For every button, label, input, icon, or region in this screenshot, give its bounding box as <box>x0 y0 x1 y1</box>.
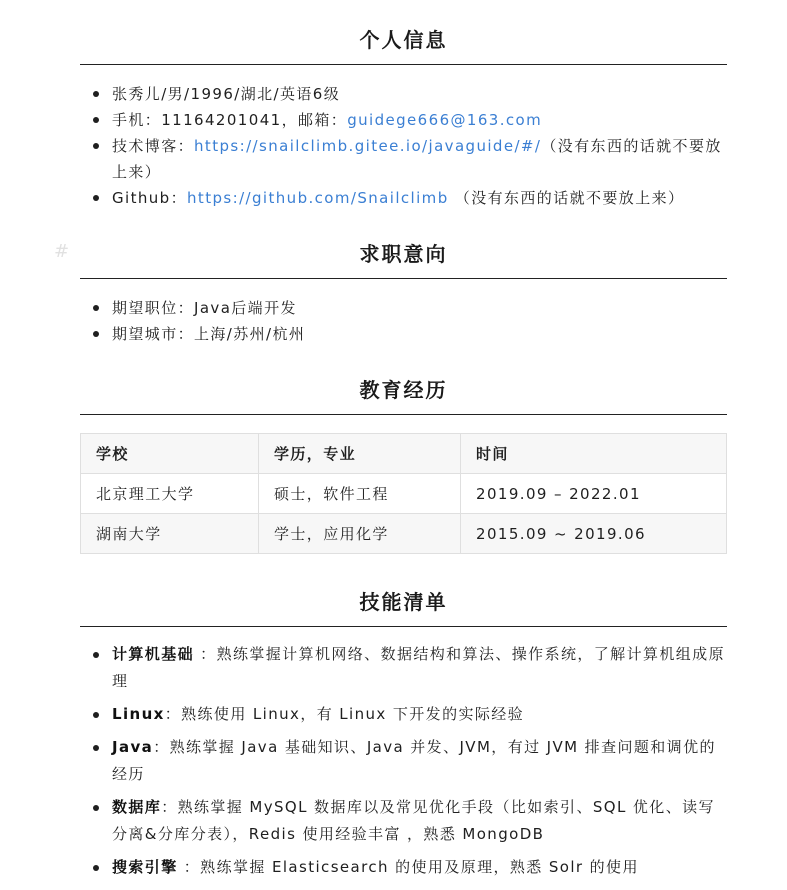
personal-contact <box>80 107 730 133</box>
blog-link[interactable]: https://snailclimb.gitee.io/javaguide/#/ <box>194 137 542 155</box>
table-row <box>81 514 727 554</box>
skill-desc: ：熟练掌握 MySQL 数据库以及常见优化手段（比如索引、SQL 优化、读写分离&分库分表），Redis 使用经验丰富 ，熟悉 MongoDB <box>112 798 715 843</box>
intent-cities: 期望城市：上海/苏州/杭州 <box>80 321 730 347</box>
table-header-degree: 学历，专业 <box>259 434 461 474</box>
skill-item <box>80 701 730 728</box>
section-divider <box>80 278 727 279</box>
table-cell-school: 北京理工大学 <box>81 474 259 514</box>
table-row <box>81 474 727 514</box>
blog-note: （没有东西的话就不要放上来） <box>112 137 722 181</box>
skill-item <box>80 794 730 848</box>
section-title-intent: 求职意向 <box>359 242 448 266</box>
github-label: Github： <box>112 189 188 207</box>
table-cell-time: 2015.09 ~ 2019.06 <box>461 514 727 554</box>
skill-item <box>80 854 730 881</box>
skill-desc: ：熟练使用 Linux，有 Linux 下开发的实际经验 <box>164 705 525 723</box>
skill-name: 计算机基础 <box>112 645 195 663</box>
table-cell-school: 湖南大学 <box>81 514 259 554</box>
personal-basic: 张秀儿/男/1996/湖北/英语6级 <box>80 81 730 107</box>
skill-name: Java <box>112 738 154 756</box>
table-header-time: 时间 <box>461 434 727 474</box>
personal-github <box>80 185 730 211</box>
skill-item <box>80 734 730 788</box>
table-cell-degree: 学士，应用化学 <box>259 514 461 554</box>
section-divider <box>80 626 727 627</box>
table-cell-degree: 硕士，软件工程 <box>259 474 461 514</box>
table-header-school: 学校 <box>81 434 259 474</box>
skill-desc: ：熟练掌握计算机网络、数据结构和算法、操作系统，了解计算机组成原理 <box>112 645 725 690</box>
skill-desc: ：熟练掌握 Java 基础知识、Java 并发、JVM，有过 JVM 排查问题和调优的经历 <box>112 738 716 783</box>
section-title-skills: 技能清单 <box>359 590 448 614</box>
skills-list <box>80 641 730 887</box>
phone-text: 手机：11164201041，邮箱： <box>112 111 348 129</box>
skill-name: 数据库 <box>112 798 162 816</box>
blog-label: 技术博客： <box>112 137 195 155</box>
github-note: （没有东西的话就不要放上来） <box>448 189 685 207</box>
education-table <box>80 433 727 554</box>
section-title-education: 教育经历 <box>359 378 448 402</box>
intent-list <box>80 295 730 347</box>
email-link[interactable]: guidege666@163.com <box>347 111 543 129</box>
personal-info-list <box>80 81 730 211</box>
skill-desc: ：熟练掌握 Elasticsearch 的使用及原理，熟悉 Solr 的使用 <box>177 858 639 876</box>
personal-blog <box>80 133 730 185</box>
skill-name: Linux <box>112 705 165 723</box>
heading-anchor-icon[interactable]: # <box>54 241 70 262</box>
skill-item <box>80 641 730 695</box>
section-divider <box>80 414 727 415</box>
section-divider <box>80 64 727 65</box>
table-header-row <box>81 434 727 474</box>
github-link[interactable]: https://github.com/Snailclimb <box>187 189 449 207</box>
skill-name: 搜索引擎 <box>112 858 178 876</box>
section-title-personal: 个人信息 <box>359 28 448 52</box>
table-cell-time: 2019.09 – 2022.01 <box>461 474 727 514</box>
intent-position: 期望职位：Java后端开发 <box>80 295 730 321</box>
